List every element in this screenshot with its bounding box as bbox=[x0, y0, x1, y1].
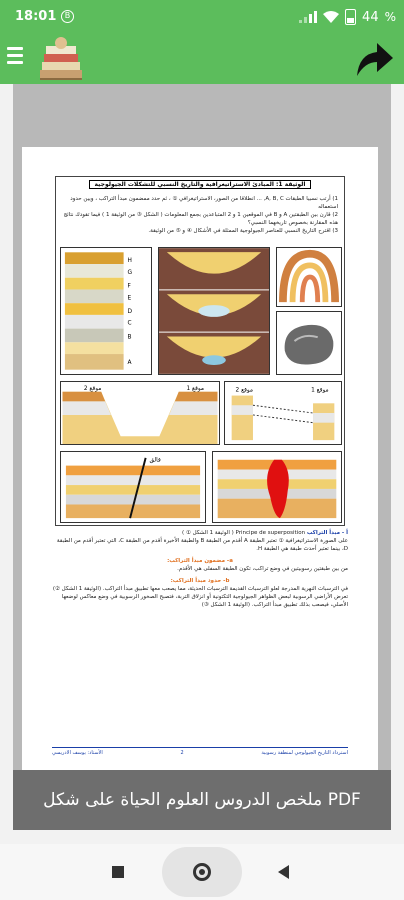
svg-text:B: B bbox=[127, 334, 132, 341]
document-questions bbox=[62, 195, 338, 235]
site-2-label: موقع 2 bbox=[83, 385, 102, 392]
lesson-bullet-2: تعرض الأراضي الرسوبية لبعض الظواهر الجيولوجية التكتونية أو انزلاق التربة، فتصبح الصخور الرسوبية في وضع معاكس لوضعها الأصلي، فيصعب بذلك تطبيق مبدأ التراكب. (الوثيقة 1 الشكل ③) bbox=[61, 594, 348, 608]
lesson-bullet-1: في الترسبات النهرية المدرجة لعلو الترسبات القديمة الترسبات الحديثة، مما يصعب معها تطبيق مبدأ التراكب. (الوثيقة 1 الشكل ②) bbox=[52, 586, 348, 592]
svg-text:G: G bbox=[127, 269, 133, 276]
lesson-heading-1: أ - مبدأ التراكب bbox=[306, 530, 348, 536]
status-time: 18:01 bbox=[15, 9, 57, 24]
lesson-para-a: من بين طبقتين رسوبيتين في وضع تراكب، تكون الطبقة السفلى هي الأقدم. bbox=[177, 566, 348, 572]
fault-label: فالق bbox=[149, 457, 161, 464]
figure-fault bbox=[60, 451, 206, 523]
signal-icon bbox=[299, 11, 317, 23]
lesson-heading-1-suffix: Principe de superposition ( الوثيقة 1 الشكل ① ) bbox=[182, 530, 306, 536]
figure-rock bbox=[276, 311, 342, 375]
lesson-para-1: على الصورة الاستراتيغرافية ① تعتبر الطبقة A أقدم من الطبقة B والطبقة الأخيرة أقدم من الطبقة C، التي تعتبر أقدم من الطبقة D، بينما تعتبر أحدث طبقة هي الطبقة H. bbox=[56, 538, 348, 552]
app-bar bbox=[0, 34, 404, 84]
footer-title: استرداد التاريخ الجيولوجي لمنطقة رسوبية bbox=[261, 750, 348, 756]
svg-text:H: H bbox=[127, 258, 132, 265]
figure-river-terraces bbox=[158, 247, 270, 375]
back-icon[interactable] bbox=[278, 865, 289, 879]
lesson-text bbox=[52, 529, 348, 609]
figure-stratigraphic-column bbox=[60, 247, 152, 375]
svg-text:F: F bbox=[127, 283, 131, 290]
figure-site-comparison bbox=[224, 381, 342, 445]
figure-folds bbox=[276, 247, 342, 307]
question-2: 2) قارن بين الطبقتين A و B في الموقعين 1 و 2 المتباعدين بجمع المعلومات ( الشكل ③ من الوثيقة 1 ) فيما تقودك نتائج هذه المقارنة بخصوص تاريخهما النسبي؟ bbox=[63, 212, 338, 226]
menu-icon[interactable] bbox=[7, 47, 23, 69]
notification-badge-icon: B bbox=[61, 10, 74, 23]
document-frame bbox=[55, 176, 345, 526]
document-header: الوثيقة 1: المبادئ الاستراتيغرافية والتاريخ النسبي للتشكلات الجيولوجية bbox=[56, 180, 344, 192]
site-2-label-b: موقع 2 bbox=[235, 387, 254, 394]
recent-apps-icon[interactable] bbox=[112, 866, 124, 878]
home-button[interactable] bbox=[162, 847, 242, 897]
app-logo-icon bbox=[34, 36, 88, 82]
question-1: 1) أرتب نسبيا الطبقات A, B, C, ... انطلاقا من الصور، الاستراتيغرافي ① ، ثم حدد ممضمون مبدأ التراكب ، ويين حدود استعماله bbox=[70, 196, 338, 210]
home-icon bbox=[193, 863, 211, 881]
percent-sign: % bbox=[384, 10, 396, 24]
svg-text:C: C bbox=[127, 320, 132, 327]
svg-text:D: D bbox=[127, 308, 133, 315]
status-bar bbox=[0, 0, 404, 34]
site-1-label: موقع 1 bbox=[186, 385, 205, 392]
bottom-banner[interactable]: ملخص الدروس العلوم الحياة على شكل PDF bbox=[13, 770, 391, 830]
share-arrow-icon[interactable] bbox=[353, 40, 395, 78]
system-nav-bar bbox=[0, 844, 404, 900]
page-footer bbox=[52, 747, 348, 756]
lesson-heading-b: b- حدود مبدأ التراكب: bbox=[170, 578, 230, 584]
pdf-page bbox=[22, 147, 378, 778]
wifi-icon bbox=[323, 11, 339, 23]
figure-two-sites bbox=[60, 381, 220, 445]
pdf-viewer[interactable] bbox=[13, 84, 391, 830]
question-3: 3) اقترح التاريخ النسبي للعناصر الجيولوجية الممثلة في الأشكال ④ و ⑤ من الوثيقة. bbox=[148, 228, 338, 234]
lesson-heading-a: a- مضمون مبدأ التراكب: bbox=[167, 558, 233, 564]
svg-text:E: E bbox=[127, 295, 132, 302]
footer-author: الأستاذ: يوسف الادريسي bbox=[52, 750, 103, 756]
svg-text:A: A bbox=[127, 359, 132, 366]
battery-icon bbox=[345, 9, 356, 25]
figure-intrusion bbox=[212, 451, 342, 523]
battery-level: 44 bbox=[362, 9, 379, 25]
footer-page-number: 2 bbox=[180, 750, 184, 756]
site-1-label-b: موقع 1 bbox=[311, 387, 329, 394]
